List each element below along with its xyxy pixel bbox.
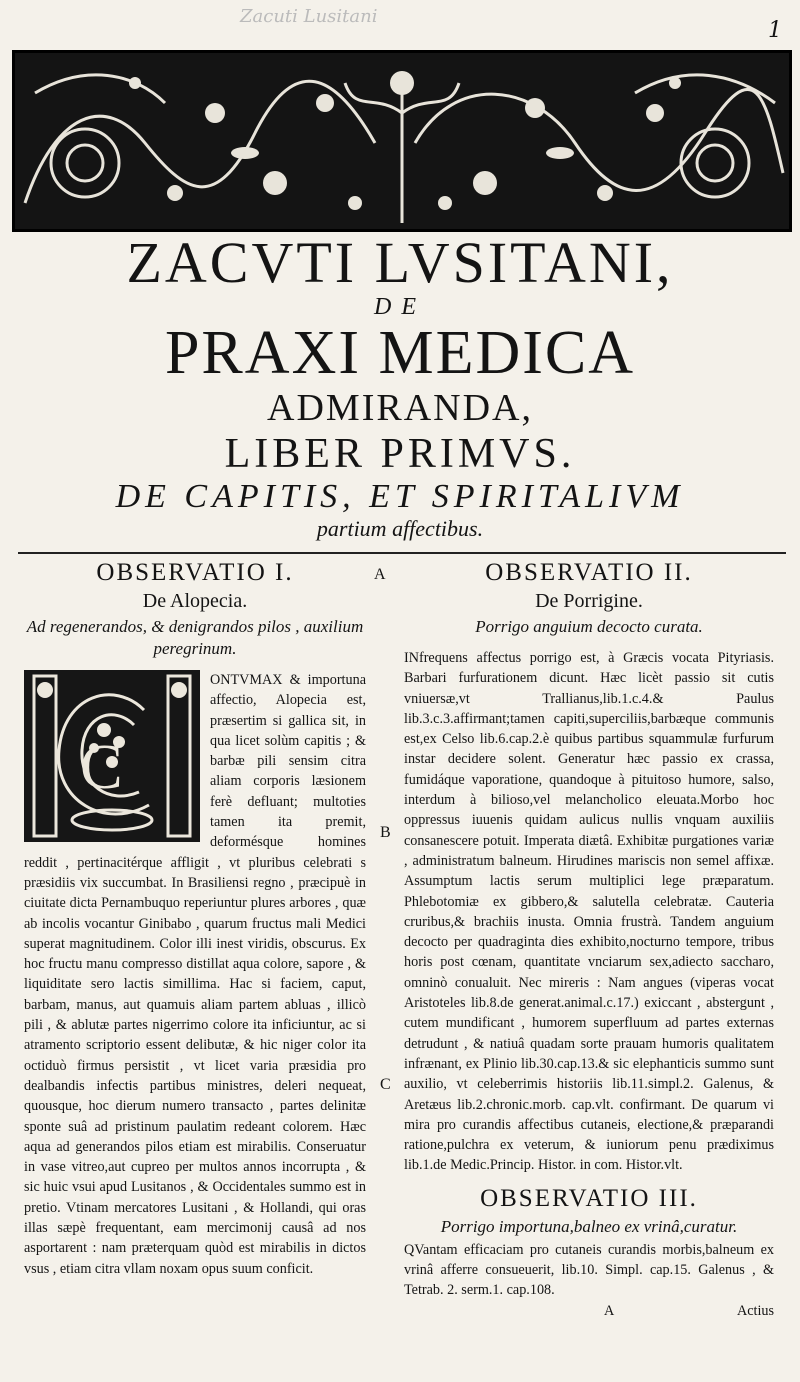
right-column <box>404 558 774 1321</box>
observation-1-body: ONTVMAX & importuna affectio, Alopecia est, præsertim si gallica sit, in qua licet solùm capitis ; & barbæ pili sensim citra aliam corporis læsionem ferè defluant; multoties tamen ita premit, deformésque homines reddit , pertinacitérque affligit , vt pluribus celebrati s præsidiis vix succumbat. In Brasiliensi regno , præcipuè in ciuitate dicta Pernambuquo reperiuntur plures arbores , quæ ab incolis vocantur Ginibabo , quarum fructus mali Medici superat magnitudinem. Color illi inest viridis, obscurus. Ex hoc fructu manu compresso distillat aqua colore, sapore , & liquiditate sero lactis simillima. Hac si faciem, caput, barbam, manus, aut quamuis aliam partem abluas , illicò pili , & ablutæ partes nigerrimo colore ita inficiuntur, ac si atramento scriptorio essent delibutæ, & hic niger color ita octiduò firmus persistit , vt licet varia præsidia pro dealbandis infectis partibus ministres, deleri nequeat, quousque, hoc dierum numero transacto , partes delinitæ sponte suâ ad pristinum paulatim redeant colorem. Hæc aqua ad generandos pilos etiam est mirabilis. Conseruatur in vase vitreo,aut cupreo per multos annos incorrupta , & sic huic vsui apud Lusitanos , & Occidentales summo est in pretio. Vtinam mercatores Lusitani , & Hollandi, qui oras illas sæpè frequentant, eam mercimonij causâ ad nos asportarent : nam præterquam quòd est mirabilis in dictos vsus , etiam citra vllam noxam opus suum conficit. <box>24 672 366 1277</box>
margin-marker-a: A <box>374 566 386 583</box>
observation-1-heading: OBSERVATIO I. <box>96 559 294 586</box>
catchword: Actius <box>736 1302 774 1319</box>
observation-3-heading: OBSERVATIO III. <box>480 1184 698 1212</box>
page-number: 1 <box>768 18 782 43</box>
observation-3-motto: Porrigo importuna,balneo ex vrinâ,curatur. <box>440 1216 738 1236</box>
title-subject: DE CAPITIS, ET SPIRITALIVM <box>115 478 685 515</box>
title-liber: LIBER PRIMVS. <box>224 431 576 477</box>
title-block <box>0 228 800 542</box>
divider-rule <box>18 552 786 554</box>
observation-2-body: INfrequens affectus porrigo est, à Græcis vocata Pityriasis. Barbari furfurationem dicunt. Hæc licèt passio sit cutis vniuersæ,vt Trallianus,lib.1.c.4.& Paulus lib.3.c.3.affirmant;tamen capiti,superciliis,barbæque communis est,ex Celso lib.6.cap.2.è quibus partibus squammulæ furfurum instar decidere solent. Generatur hæc passio ex crassa, fumidáque vaporatione, quandoque à pituitoso humore, salso, interdum à bilioso,vel melancholico eleuata.Morbo hoc oppressus iuuenis quidam aulicus nullis vnquam auxiliis consanescere potuit. Imperata diætâ. Exhibitæ purgationes variæ , administratum balneum. Hirudines mariscis non semel affixæ. Assumptum lactis serum multiplici lege præparatum. Phlebotomiæ ex gibbero,& salutella celebratæ. Cauteria cruribus,& brachiis inusta. Omnia frustrà. Tandem anguium decocto per quadraginta dies exhibito,nocturno tempore, tribus horis post cœnam, quantitate vnciarum sex,adiecto saccharo, omninò conualuit. Nec mireris : Nam angues (viperas vocat Aristoteles lib.8.de generat.animal.c.17.) exiccant , abstergunt , cutem mundificant , humorem superfluum ad partes externas detrudunt , & natiuâ quadam sorte prauam humoris qualitatem infrænant, ex Plinio lib.30.cap.13.& sic elephanticis summo sunt auxilio, vt celeberrimis historiis lib.11.simpl.2. Galenus, & Aretæus lib.2.chronic.morb. cap.vlt. confirmant. De quarum vi mira pro curandis affectibus cutaneis, electione,& præparandi ratione,pulchra ex veterum, & iuniorum penu prædiximus lib.1.de Medic.Princip. Histor. in com. Histor.vlt. <box>404 650 774 1174</box>
ornamental-headpiece <box>12 50 792 232</box>
running-head-ghost: Zacuti Lusitani <box>240 6 378 27</box>
observation-1-motto: Ad regenerandos, & denigrandos pilos , auxilium peregrinum. <box>26 617 364 658</box>
observation-2-motto: Porrigo anguium decocto curata. <box>475 617 703 636</box>
left-column <box>24 558 366 1279</box>
observation-3-body: QVantam efficaciam pro cutaneis curandis morbis,balneum ex vrinâ afferre consueuerit, lib.10. Simpl. cap.15. Galenus , & Tetrab. 2. serm.1. cap.108. <box>404 1241 774 1299</box>
observation-2-subheading: De Porrigine. <box>535 590 643 612</box>
decorated-initial <box>24 670 200 842</box>
title-main: PRAXI MEDICA <box>164 319 636 387</box>
signature-mark: A <box>603 1302 615 1319</box>
observation-2-heading: OBSERVATIO II. <box>485 559 693 586</box>
title-admiranda: ADMIRANDA, <box>267 387 533 429</box>
floral-ornament-illustration <box>15 53 789 229</box>
signature-and-catchword <box>404 1301 774 1321</box>
title-subject-cont: partium affectibus. <box>316 516 484 541</box>
title-author: ZACVTI LVSITANI, <box>126 230 674 295</box>
margin-marker-c: C <box>380 1076 391 1093</box>
margin-marker-b: B <box>380 824 391 841</box>
observation-1-subheading: De Alopecia. <box>142 590 248 612</box>
dropcap-letter: C <box>80 731 123 802</box>
historiated-initial-illustration <box>24 670 200 842</box>
title-de: DE <box>374 294 426 320</box>
